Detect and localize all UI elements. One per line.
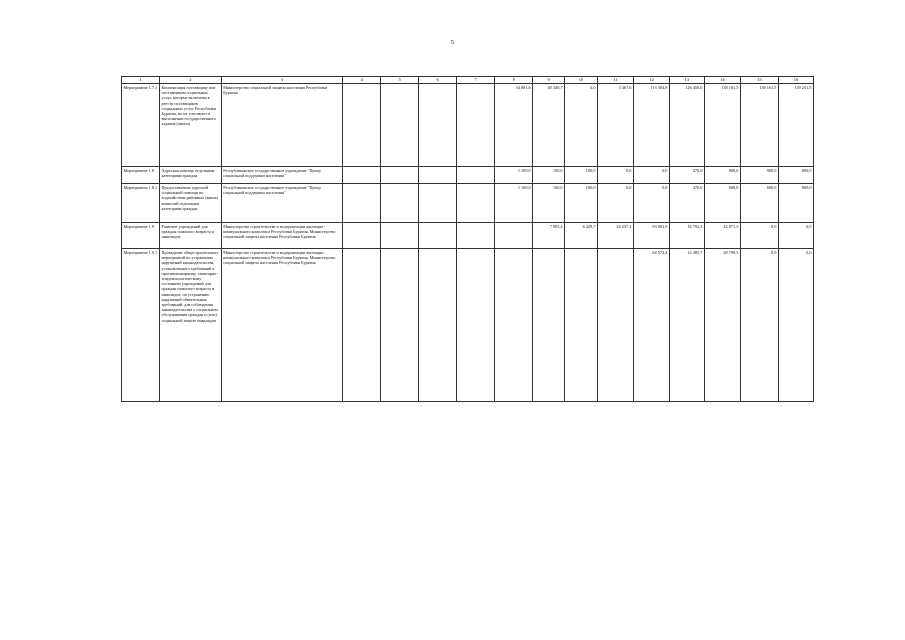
value-cell: 0,0 bbox=[778, 223, 813, 249]
event-name: Предоставление адресной социальной помощи по ходатайствам районных (каких) комиссий отдельным категориям граждан bbox=[160, 184, 222, 223]
value-cell: 0,0 bbox=[633, 167, 669, 184]
column-header: 16 bbox=[778, 77, 813, 84]
value-cell: 900,0 bbox=[740, 167, 778, 184]
value-cell bbox=[597, 249, 633, 402]
column-header: 6 bbox=[419, 77, 457, 84]
column-header: 4 bbox=[343, 77, 381, 84]
column-header: 2 bbox=[160, 77, 222, 84]
value-cell bbox=[419, 249, 457, 402]
value-cell: 126 450,0 bbox=[669, 84, 704, 167]
value-cell bbox=[457, 84, 495, 167]
value-cell: 7 995,4 bbox=[533, 223, 565, 249]
column-header: 10 bbox=[565, 77, 598, 84]
column-header: 12 bbox=[633, 77, 669, 84]
event-code: Мероприятие 1.9 bbox=[122, 223, 160, 249]
value-cell bbox=[381, 223, 419, 249]
event-code: Мероприятие 1.8 bbox=[122, 167, 160, 184]
value-cell bbox=[343, 167, 381, 184]
value-cell: 34 081,6 bbox=[495, 84, 533, 167]
event-executor: Министерство строительства и модернизации жилищно-коммунального комплекса Республики Бурятия, Министерство социальной защиты населения Республики Бурятия bbox=[221, 223, 342, 249]
value-cell: 600,0 bbox=[740, 184, 778, 223]
event-executor: Министерство строительства и модернизации жилищно-коммунального комплекса Республики Бурятия, Министерство социальной защиты населения Республики Бурятия bbox=[221, 249, 342, 402]
table-row bbox=[122, 167, 814, 184]
table-row bbox=[122, 249, 814, 402]
column-header: 14 bbox=[704, 77, 740, 84]
value-cell bbox=[419, 223, 457, 249]
event-executor: Республиканское государственное учреждение "Центр социальной поддержки населения" bbox=[221, 167, 342, 184]
column-header: 11 bbox=[597, 77, 633, 84]
value-cell bbox=[343, 84, 381, 167]
value-cell bbox=[381, 84, 419, 167]
value-cell: 0,0 bbox=[740, 249, 778, 402]
value-cell: 600,0 bbox=[704, 184, 740, 223]
value-cell: 800,0 bbox=[778, 184, 813, 223]
value-cell bbox=[533, 249, 565, 402]
value-cell: 0,0 bbox=[565, 84, 598, 167]
page-number: 5 bbox=[451, 40, 454, 46]
value-cell bbox=[343, 249, 381, 402]
event-executor: Министерство социальной защиты населения Республики Бурятия bbox=[221, 84, 342, 167]
column-header: 9 bbox=[533, 77, 565, 84]
value-cell bbox=[457, 249, 495, 402]
value-cell: 890,0 bbox=[778, 167, 813, 184]
value-cell: 24 237,2 bbox=[597, 223, 633, 249]
event-code: Мероприятие 1.9.1 bbox=[122, 249, 160, 402]
table-row bbox=[122, 223, 814, 249]
column-header: 7 bbox=[457, 77, 495, 84]
event-code: Мероприятие 1.8.1 bbox=[122, 184, 160, 223]
value-cell: 138 161,5 bbox=[740, 84, 778, 167]
value-cell bbox=[343, 223, 381, 249]
value-cell: 100,0 bbox=[565, 167, 598, 184]
value-cell: 16 792,5 bbox=[669, 223, 704, 249]
event-name: Компенсация поставщику или поставщикам социальных услуг, которые включены в реестр поставщиков социальных услуг Республики Бурятия, но не участвуют в выполнении государственного задания (заказа) bbox=[160, 84, 222, 167]
value-cell: 0,0 bbox=[778, 249, 813, 402]
column-header: 1 bbox=[122, 77, 160, 84]
value-cell: 0,0 bbox=[740, 223, 778, 249]
value-cell bbox=[457, 184, 495, 223]
event-name: Адресная помощь отдельным категориям граждан bbox=[160, 167, 222, 184]
value-cell: 138 161,5 bbox=[704, 84, 740, 167]
value-cell: 100,0 bbox=[533, 184, 565, 223]
value-cell: 28 798,5 bbox=[704, 249, 740, 402]
value-cell: 42 871,3 bbox=[704, 223, 740, 249]
column-header: 3 bbox=[221, 77, 342, 84]
value-cell: 113 304,8 bbox=[633, 84, 669, 167]
column-header: 13 bbox=[669, 77, 704, 84]
column-header: 5 bbox=[381, 77, 419, 84]
value-cell bbox=[381, 249, 419, 402]
value-cell: 0,0 bbox=[597, 184, 633, 223]
value-cell: 6 429,7 bbox=[565, 223, 598, 249]
table-row bbox=[122, 184, 814, 223]
value-cell bbox=[419, 167, 457, 184]
value-cell: 100,0 bbox=[533, 167, 565, 184]
value-cell: 470,0 bbox=[669, 184, 704, 223]
budget-table bbox=[121, 76, 814, 402]
value-cell bbox=[419, 84, 457, 167]
column-header: 15 bbox=[740, 77, 778, 84]
value-cell: 139 251,5 bbox=[778, 84, 813, 167]
event-executor: Республиканское государственное учреждение "Центр социальной поддержки населения" bbox=[221, 184, 342, 223]
column-header: 8 bbox=[495, 77, 533, 84]
value-cell: 64 572,4 bbox=[633, 249, 669, 402]
value-cell: 3 467,6 bbox=[597, 84, 633, 167]
value-cell bbox=[565, 249, 598, 402]
value-cell: 0,0 bbox=[597, 167, 633, 184]
value-cell: 900,0 bbox=[704, 167, 740, 184]
value-cell: 93 863,9 bbox=[633, 223, 669, 249]
value-cell bbox=[457, 223, 495, 249]
value-cell bbox=[381, 167, 419, 184]
value-cell: 0,0 bbox=[633, 184, 669, 223]
header-row bbox=[122, 77, 814, 84]
value-cell: 12 485,7 bbox=[669, 249, 704, 402]
value-cell: 40 340,7 bbox=[533, 84, 565, 167]
value-cell bbox=[343, 184, 381, 223]
event-name: Развитие учреждений для граждан пожилого возраста и инвалидов bbox=[160, 223, 222, 249]
event-code: Мероприятие 1.7.1 bbox=[122, 84, 160, 167]
value-cell: 470,0 bbox=[669, 167, 704, 184]
event-name: Проведение общестроительных мероприятий по устранению нарушений законодательства, установленного требований к противопожарному, санитарно-эпидемиологическому состоянию учреждений для граждан пожилого возраста и инвалидов, по устранению нарушений обязательных требований, для соблюдения законодательства о социальном обслуживании граждан и (или) социальной защите инвалидов bbox=[160, 249, 222, 402]
value-cell: 1 100,0 bbox=[495, 167, 533, 184]
value-cell bbox=[495, 223, 533, 249]
value-cell bbox=[495, 249, 533, 402]
value-cell: 1 100,0 bbox=[495, 184, 533, 223]
table-row bbox=[122, 84, 814, 167]
value-cell: 100,0 bbox=[565, 184, 598, 223]
value-cell bbox=[457, 167, 495, 184]
value-cell bbox=[419, 184, 457, 223]
value-cell bbox=[381, 184, 419, 223]
